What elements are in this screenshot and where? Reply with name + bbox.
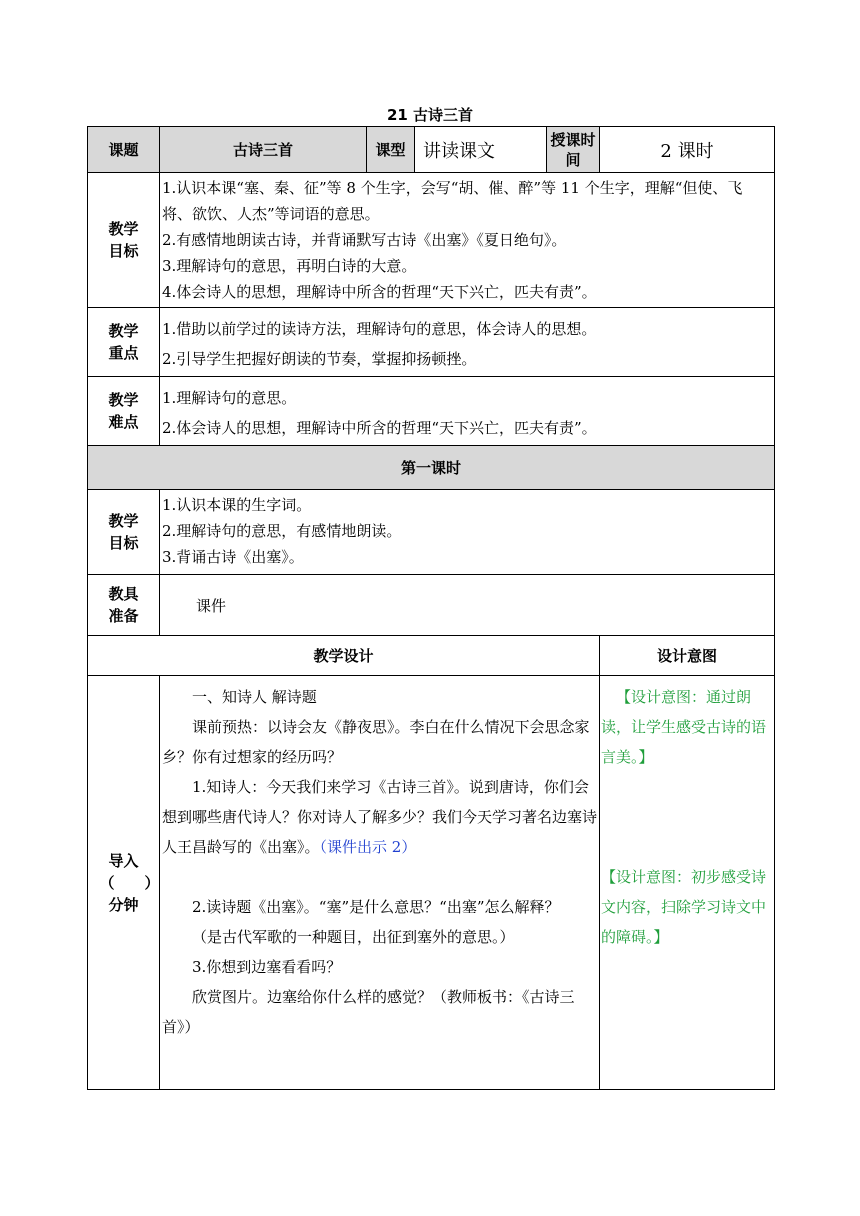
header-row (88, 127, 775, 173)
design-paragraph: 1.知诗人：今天我们来学习《古诗三首》。说到唐诗，你们会想到哪些唐代诗人？你对诗人了解多少？我们今天学习著名边塞诗人王昌龄写的《出塞》。（课件出示 2） (162, 778, 598, 856)
key-point-item: 2.引导学生把握好朗读的节奏，掌握抑扬顿挫。 (162, 350, 477, 368)
design-column-header: 教学设计 (88, 636, 600, 676)
design-paragraph: 课前预热：以诗会友《静夜思》。李白在什么情况下会思念家乡？你有过想家的经历吗？ (162, 718, 590, 766)
design-intent-note: 【设计意图：初步感受诗文内容，扫除学习诗文中的障碍。】 (601, 868, 767, 946)
difficulties-row (88, 377, 775, 446)
tools-value: 课件 (160, 575, 775, 636)
lesson1-heading-row (88, 446, 775, 490)
lesson1-goal-item: 2.理解诗句的意思，有感情地朗读。 (162, 522, 402, 540)
difficulty-item: 2.体会诗人的思想，理解诗中所含的哲理“天下兴亡，匹夫有责”。 (162, 419, 597, 437)
goal-item: 2.有感情地朗读古诗，并背诵默写古诗《出塞》《夏日绝句》。 (162, 231, 567, 249)
lesson1-goals-list (160, 490, 775, 575)
design-paragraph: 一、知诗人 解诗题 (192, 688, 317, 706)
design-header-row (88, 636, 775, 676)
intent-column-header: 设计意图 (600, 636, 775, 676)
intent-content (600, 676, 775, 1090)
key-points-row (88, 308, 775, 377)
lesson1-heading: 第一课时 (88, 446, 775, 490)
design-content (160, 676, 600, 1090)
topic-label: 课题 (88, 127, 160, 173)
goal-item: 1.认识本课“塞、秦、征”等 8 个生字，会写“胡、催、醉”等 11 个生字，理解“但使、飞将、欲饮、人杰”等词语的意思。 (162, 179, 743, 223)
goal-item: 3.理解诗句的意思，再明白诗的大意。 (162, 257, 417, 275)
type-label: 课型 (367, 127, 415, 173)
document-title: 21 古诗三首 (386, 106, 474, 124)
key-points-label: 教学重点 (88, 308, 160, 377)
goals-list (160, 173, 775, 308)
lesson1-goals-row (88, 490, 775, 575)
lesson1-goal-item: 3.背诵古诗《出塞》。 (162, 548, 304, 566)
stage-label: 导入（ ）分钟 (88, 676, 160, 1090)
key-points-list (160, 308, 775, 377)
design-paragraph: 欣赏图片。边塞给你什么样的感觉？（教师板书：《古诗三首》） (162, 988, 575, 1036)
lesson1-goal-item: 1.认识本课的生字词。 (162, 496, 312, 514)
goals-row (88, 173, 775, 308)
difficulty-item: 1.理解诗句的意思。 (162, 389, 297, 407)
design-paragraph: （是古代军歌的一种题目，出征到塞外的意思。） (192, 928, 515, 946)
hours-label: 授课时间 (547, 127, 600, 173)
type-value: 讲读课文 (415, 127, 547, 173)
goals-label: 教学目标 (88, 173, 160, 308)
topic-value: 古诗三首 (160, 127, 367, 173)
lesson-plan-table (87, 126, 775, 1090)
design-paragraph: 3.你想到边塞看看吗？ (192, 958, 342, 976)
hours-value: 2 课时 (600, 127, 775, 173)
design-paragraph: 2.读诗题《出塞》。“塞”是什么意思？“出塞”怎么解释？ (192, 898, 560, 916)
key-point-item: 1.借助以前学过的读诗方法，理解诗句的意思，体会诗人的思想。 (162, 320, 597, 338)
design-intent-note: 【设计意图：通过朗读，让学生感受古诗的语言美。】 (601, 688, 767, 766)
tools-label: 教具准备 (88, 575, 160, 636)
tools-row (88, 575, 775, 636)
lesson1-goals-label: 教学目标 (88, 490, 160, 575)
courseware-note: （课件出示 2） (319, 838, 417, 856)
goal-item: 4.体会诗人的思想，理解诗中所含的哲理“天下兴亡，匹夫有责”。 (162, 283, 597, 301)
difficulties-label: 教学难点 (88, 377, 160, 446)
design-body-row (88, 676, 775, 1090)
difficulties-list (160, 377, 775, 446)
